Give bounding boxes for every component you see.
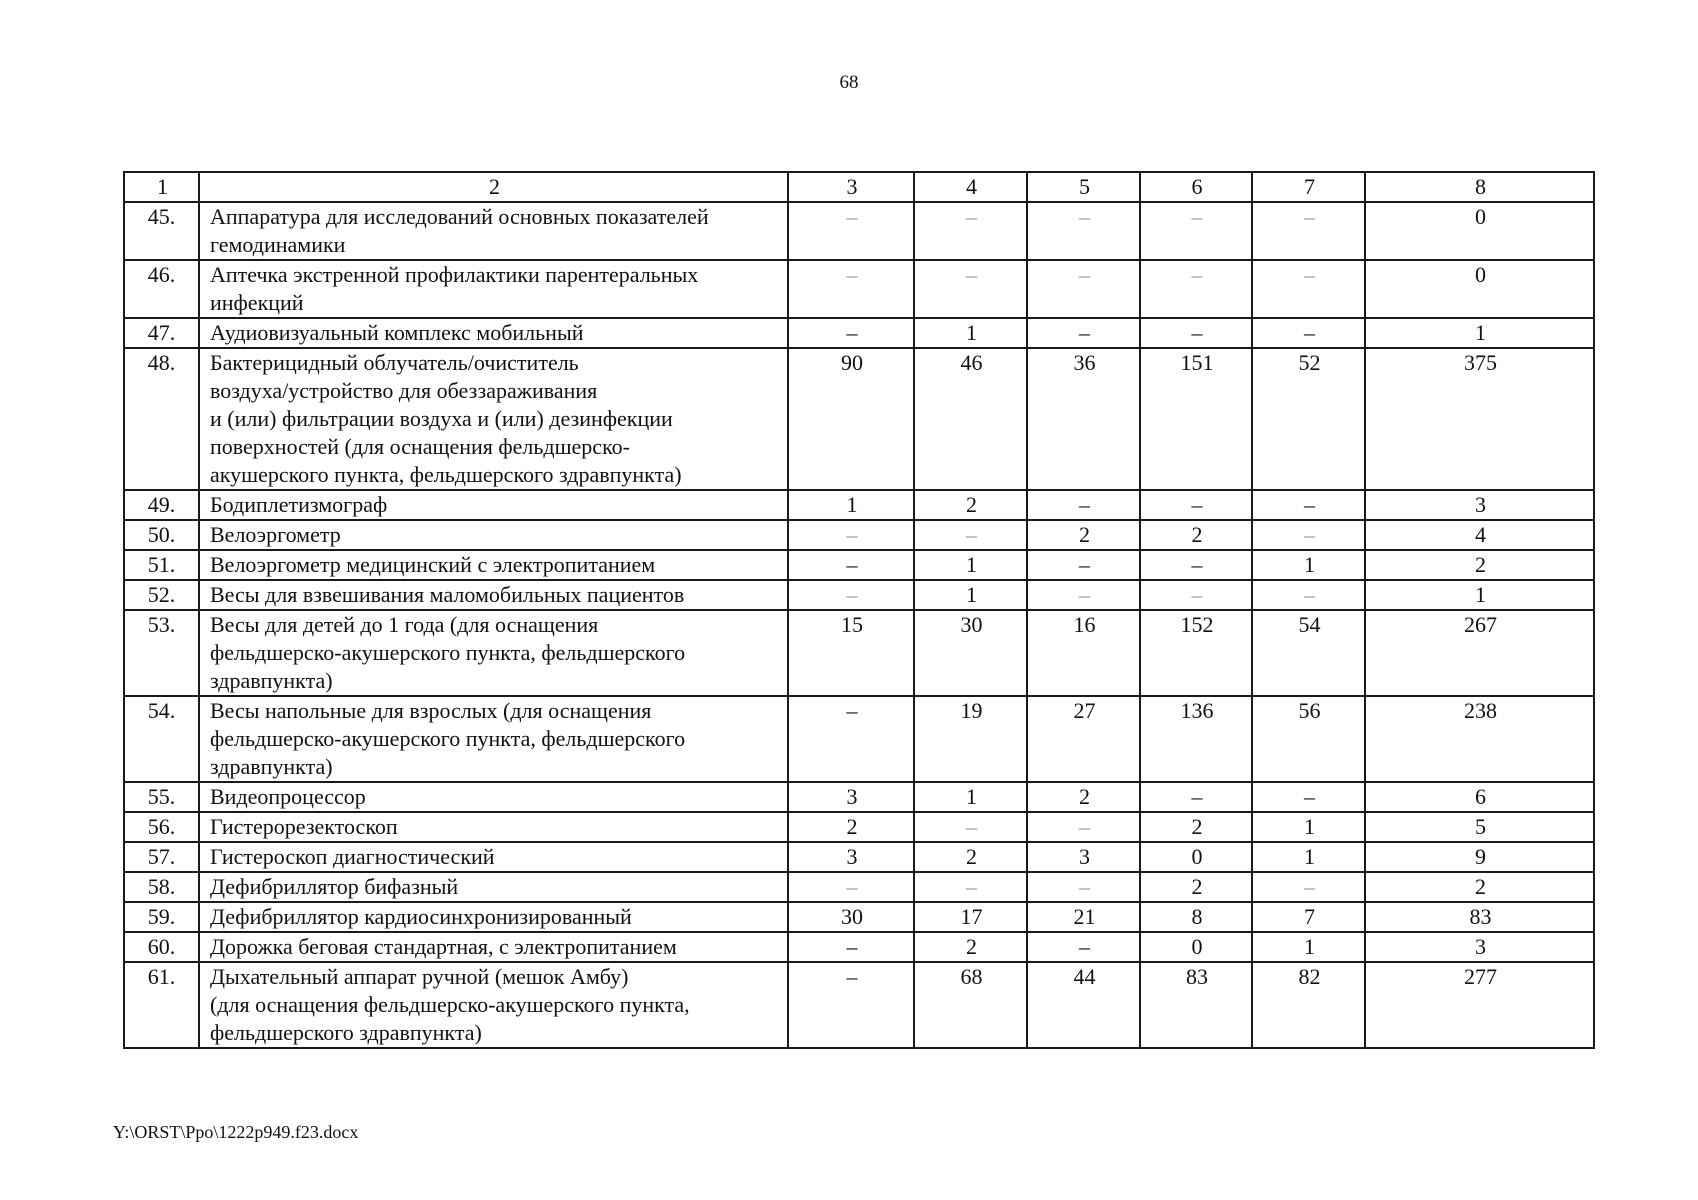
total-value-cell: 277 xyxy=(1365,962,1594,1048)
footer-file-path: Y:\ORST\Ppo\1222p949.f23.docx xyxy=(113,1122,359,1142)
equipment-name-line: Аудиовизуальный комплекс мобильный xyxy=(210,320,584,345)
value-cell: – xyxy=(788,962,914,1048)
value-cell: – xyxy=(788,932,914,962)
equipment-name-line: (для оснащения фельдшерско-акушерского пункта, xyxy=(210,992,690,1017)
column-header: 7 xyxy=(1252,172,1365,202)
equipment-name-line: Весы для детей до 1 года (для оснащения xyxy=(210,612,599,637)
table-row xyxy=(124,580,1594,610)
equipment-name-line: здравпункта) xyxy=(210,668,333,693)
value-cell: – xyxy=(1252,782,1365,812)
equipment-name-line: Гистерорезектоскоп xyxy=(210,814,398,839)
value-cell: – xyxy=(1140,260,1252,318)
value-cell: 83 xyxy=(1140,962,1252,1048)
value-cell: 36 xyxy=(1027,348,1140,490)
total-value-cell: 2 xyxy=(1365,872,1594,902)
equipment-name-line: Гистероскоп диагностический xyxy=(210,844,495,869)
equipment-name-line: акушерского пункта, фельдшерского здравпункта) xyxy=(210,462,682,487)
value-cell: – xyxy=(1140,318,1252,348)
value-cell: 2 xyxy=(914,842,1027,872)
equipment-name-line: Бодиплетизмограф xyxy=(210,492,388,517)
value-cell: – xyxy=(1140,202,1252,260)
value-cell: – xyxy=(788,520,914,550)
equipment-name xyxy=(199,610,788,696)
table-row xyxy=(124,348,1594,490)
column-header: 1 xyxy=(124,172,199,202)
value-cell: 136 xyxy=(1140,696,1252,782)
value-cell: – xyxy=(1027,580,1140,610)
equipment-name-line: фельдшерского здравпункта) xyxy=(210,1020,482,1045)
row-number: 55. xyxy=(124,782,199,812)
row-number: 59. xyxy=(124,902,199,932)
value-cell: 2 xyxy=(914,490,1027,520)
value-cell: – xyxy=(1027,318,1140,348)
column-header: 8 xyxy=(1365,172,1594,202)
equipment-name xyxy=(199,962,788,1048)
value-cell: – xyxy=(788,260,914,318)
value-cell: 52 xyxy=(1252,348,1365,490)
value-cell: – xyxy=(914,202,1027,260)
equipment-name-line: Аптечка экстренной профилактики парентеральных xyxy=(210,262,699,287)
table-row xyxy=(124,260,1594,318)
value-cell: 15 xyxy=(788,610,914,696)
value-cell: 30 xyxy=(788,902,914,932)
equipment-name xyxy=(199,202,788,260)
equipment-name-line: инфекций xyxy=(210,290,304,315)
equipment-name xyxy=(199,520,788,550)
equipment-table xyxy=(123,171,1595,1049)
value-cell: 68 xyxy=(914,962,1027,1048)
equipment-name xyxy=(199,696,788,782)
value-cell: 46 xyxy=(914,348,1027,490)
equipment-name xyxy=(199,580,788,610)
row-number: 49. xyxy=(124,490,199,520)
value-cell: 1 xyxy=(914,550,1027,580)
equipment-name-line: Дыхательный аппарат ручной (мешок Амбу) xyxy=(210,964,629,989)
value-cell: 1 xyxy=(1252,550,1365,580)
equipment-name-line: фельдшерско-акушерского пункта, фельдшерского xyxy=(210,726,686,751)
equipment-name xyxy=(199,812,788,842)
value-cell: 30 xyxy=(914,610,1027,696)
total-value-cell: 0 xyxy=(1365,202,1594,260)
value-cell: 19 xyxy=(914,696,1027,782)
table-row xyxy=(124,610,1594,696)
table-row xyxy=(124,872,1594,902)
value-cell: – xyxy=(788,550,914,580)
total-value-cell: 238 xyxy=(1365,696,1594,782)
value-cell: – xyxy=(1252,520,1365,550)
value-cell: – xyxy=(1027,812,1140,842)
value-cell: – xyxy=(788,872,914,902)
value-cell: – xyxy=(914,872,1027,902)
row-number: 48. xyxy=(124,348,199,490)
equipment-name-line: поверхностей (для оснащения фельдшерско- xyxy=(210,434,630,459)
column-header: 4 xyxy=(914,172,1027,202)
row-number: 47. xyxy=(124,318,199,348)
equipment-name-line: Видеопроцессор xyxy=(210,784,366,809)
value-cell: 44 xyxy=(1027,962,1140,1048)
row-number: 52. xyxy=(124,580,199,610)
equipment-name-line: Весы для взвешивания маломобильных пациентов xyxy=(210,582,685,607)
table-row xyxy=(124,932,1594,962)
value-cell: 2 xyxy=(788,812,914,842)
equipment-name xyxy=(199,842,788,872)
total-value-cell: 9 xyxy=(1365,842,1594,872)
row-number: 46. xyxy=(124,260,199,318)
value-cell: 3 xyxy=(788,842,914,872)
value-cell: 1 xyxy=(914,580,1027,610)
equipment-name-line: воздуха/устройство для обеззараживания xyxy=(210,378,598,403)
equipment-name-line: Дорожка беговая стандартная, с электропитанием xyxy=(210,934,677,959)
value-cell: 151 xyxy=(1140,348,1252,490)
row-number: 54. xyxy=(124,696,199,782)
value-cell: – xyxy=(788,696,914,782)
equipment-name xyxy=(199,550,788,580)
value-cell: – xyxy=(1027,490,1140,520)
row-number: 50. xyxy=(124,520,199,550)
value-cell: 152 xyxy=(1140,610,1252,696)
total-value-cell: 3 xyxy=(1365,932,1594,962)
row-number: 45. xyxy=(124,202,199,260)
column-header: 6 xyxy=(1140,172,1252,202)
table-row xyxy=(124,962,1594,1048)
table-row xyxy=(124,202,1594,260)
row-number: 58. xyxy=(124,872,199,902)
value-cell: – xyxy=(1140,782,1252,812)
equipment-name-line: Бактерицидный облучатель/очиститель xyxy=(210,350,579,375)
page-number: 68 xyxy=(839,72,859,93)
value-cell: 17 xyxy=(914,902,1027,932)
table-header-row xyxy=(124,172,1594,202)
value-cell: 1 xyxy=(1252,812,1365,842)
value-cell: – xyxy=(1027,550,1140,580)
value-cell: 2 xyxy=(914,932,1027,962)
value-cell: 56 xyxy=(1252,696,1365,782)
total-value-cell: 0 xyxy=(1365,260,1594,318)
total-value-cell: 375 xyxy=(1365,348,1594,490)
total-value-cell: 267 xyxy=(1365,610,1594,696)
equipment-name-line: Дефибриллятор кардиосинхронизированный xyxy=(210,904,632,929)
value-cell: 1 xyxy=(1252,842,1365,872)
table-row xyxy=(124,842,1594,872)
value-cell: – xyxy=(1252,490,1365,520)
total-value-cell: 3 xyxy=(1365,490,1594,520)
table-row xyxy=(124,696,1594,782)
value-cell: – xyxy=(914,520,1027,550)
table-body xyxy=(124,172,1594,1048)
value-cell: – xyxy=(1027,932,1140,962)
equipment-name-line: гемодинамики xyxy=(210,232,346,257)
row-number: 53. xyxy=(124,610,199,696)
total-value-cell: 83 xyxy=(1365,902,1594,932)
equipment-name-line: фельдшерско-акушерского пункта, фельдшерского xyxy=(210,640,686,665)
row-number: 51. xyxy=(124,550,199,580)
value-cell: – xyxy=(788,202,914,260)
value-cell: 16 xyxy=(1027,610,1140,696)
value-cell: – xyxy=(914,812,1027,842)
value-cell: 0 xyxy=(1140,932,1252,962)
value-cell: – xyxy=(1027,260,1140,318)
value-cell: 2 xyxy=(1140,872,1252,902)
value-cell: 2 xyxy=(1027,782,1140,812)
equipment-name-line: Весы напольные для взрослых (для оснащения xyxy=(210,698,652,723)
total-value-cell: 5 xyxy=(1365,812,1594,842)
value-cell: – xyxy=(788,580,914,610)
value-cell: – xyxy=(1252,318,1365,348)
equipment-name-line: здравпункта) xyxy=(210,754,333,779)
table-row xyxy=(124,782,1594,812)
total-value-cell: 6 xyxy=(1365,782,1594,812)
row-number: 56. xyxy=(124,812,199,842)
value-cell: 1 xyxy=(914,782,1027,812)
row-number: 61. xyxy=(124,962,199,1048)
value-cell: – xyxy=(1252,202,1365,260)
row-number: 57. xyxy=(124,842,199,872)
value-cell: 1 xyxy=(788,490,914,520)
value-cell: 2 xyxy=(1140,520,1252,550)
total-value-cell: 1 xyxy=(1365,318,1594,348)
table-row xyxy=(124,490,1594,520)
value-cell: – xyxy=(1027,872,1140,902)
total-value-cell: 2 xyxy=(1365,550,1594,580)
equipment-name xyxy=(199,932,788,962)
table-row xyxy=(124,318,1594,348)
value-cell: – xyxy=(914,260,1027,318)
equipment-name xyxy=(199,872,788,902)
equipment-name xyxy=(199,348,788,490)
value-cell: 90 xyxy=(788,348,914,490)
value-cell: 54 xyxy=(1252,610,1365,696)
value-cell: 1 xyxy=(914,318,1027,348)
equipment-name xyxy=(199,782,788,812)
value-cell: 82 xyxy=(1252,962,1365,1048)
equipment-name-line: Велоэргометр xyxy=(210,522,341,547)
column-header: 2 xyxy=(199,172,788,202)
total-value-cell: 1 xyxy=(1365,580,1594,610)
table-row xyxy=(124,812,1594,842)
value-cell: – xyxy=(1027,202,1140,260)
value-cell: – xyxy=(1252,260,1365,318)
value-cell: 3 xyxy=(788,782,914,812)
equipment-name-line: Дефибриллятор бифазный xyxy=(210,874,459,899)
table-row xyxy=(124,520,1594,550)
equipment-name xyxy=(199,318,788,348)
equipment-name-line: Аппаратура для исследований основных показателей xyxy=(210,204,709,229)
equipment-name xyxy=(199,260,788,318)
value-cell: 1 xyxy=(1252,932,1365,962)
equipment-name-line: Велоэргометр медицинский с электропитанием xyxy=(210,552,656,577)
value-cell: 2 xyxy=(1027,520,1140,550)
value-cell: 7 xyxy=(1252,902,1365,932)
equipment-name xyxy=(199,490,788,520)
value-cell: – xyxy=(1252,580,1365,610)
value-cell: – xyxy=(1140,580,1252,610)
value-cell: – xyxy=(788,318,914,348)
value-cell: 8 xyxy=(1140,902,1252,932)
equipment-name xyxy=(199,902,788,932)
table-row xyxy=(124,902,1594,932)
table-row xyxy=(124,550,1594,580)
value-cell: – xyxy=(1140,550,1252,580)
equipment-name-line: и (или) фильтрации воздуха и (или) дезинфекции xyxy=(210,406,673,431)
column-header: 3 xyxy=(788,172,914,202)
column-header: 5 xyxy=(1027,172,1140,202)
value-cell: – xyxy=(1252,872,1365,902)
value-cell: 21 xyxy=(1027,902,1140,932)
value-cell: 2 xyxy=(1140,812,1252,842)
value-cell: – xyxy=(1140,490,1252,520)
total-value-cell: 4 xyxy=(1365,520,1594,550)
row-number: 60. xyxy=(124,932,199,962)
value-cell: 3 xyxy=(1027,842,1140,872)
value-cell: 27 xyxy=(1027,696,1140,782)
value-cell: 0 xyxy=(1140,842,1252,872)
